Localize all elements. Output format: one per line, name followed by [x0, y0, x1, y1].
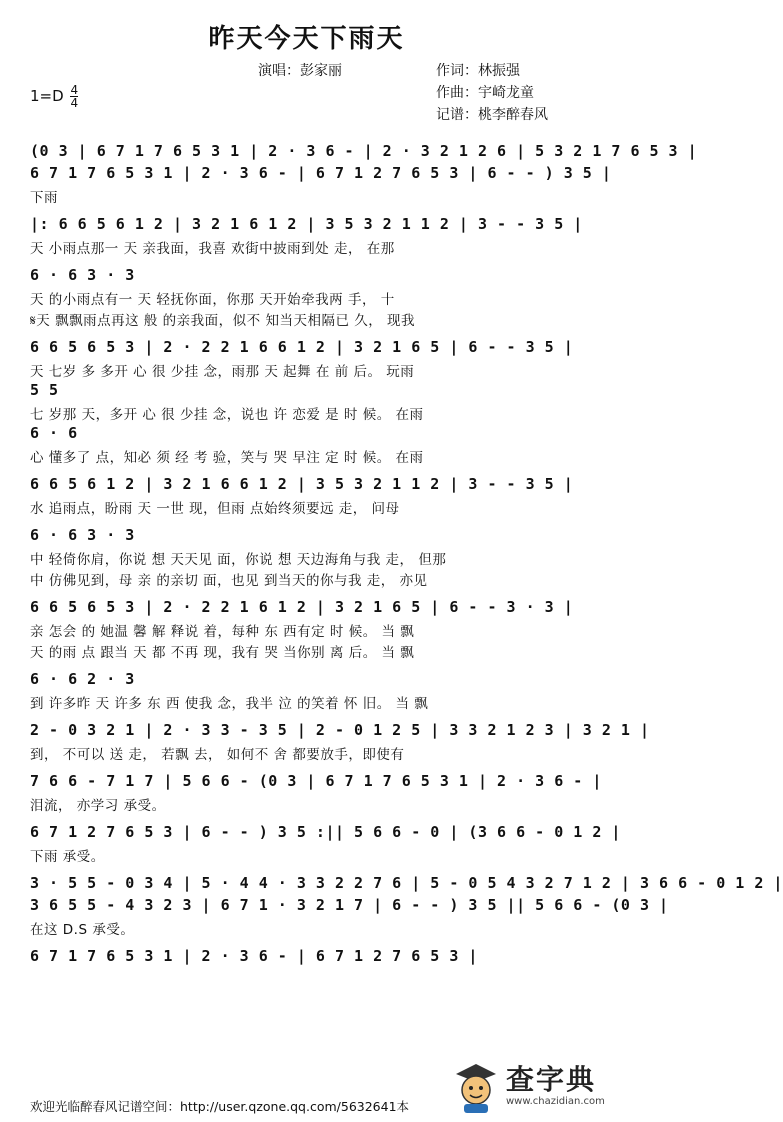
lyric-line: 天 的雨 点 跟当 天 都 不再 现，我有 哭 当你别 离 后。 当 飘	[30, 645, 415, 661]
notation-line: 3 6 5 5 - 4 3 2 3 | 6 7 1 · 3 2 1 7 | 6 - - ) 3 5 || 5 6 6 - (0 3 |	[30, 896, 669, 914]
composer: 作曲：宇崎龙童	[436, 85, 534, 101]
key-signature	[30, 84, 78, 109]
lyric-line: 中 轻倚你肩，你说 想 天天见 面，你说 想 天边海角与我 走， 但那	[30, 552, 447, 568]
mascot-icon	[452, 1060, 500, 1114]
lyric-line: 亲 怎会 的 她温 馨 解 释说 着，每种 东 西有定 时 候。 当 飘	[30, 624, 415, 640]
notation-line: 3 · 5 5 - 0 3 4 | 5 · 4 4 · 3 3 2 2 7 6 | 5 - 0 5 4 3 2 7 1 2 | 3 6 6 - 0 1 2 |	[30, 874, 783, 892]
footer-credit: 欢迎光临醉春风记谱空间：http://user.qzone.qq.com/5632641本	[30, 1099, 410, 1114]
lyric-line: 中 仿佛见到，母 亲 的亲切 面，也见 到当天的你与我 走， 亦见	[30, 573, 428, 589]
lyric-line: 七 岁那 天，多开 心 很 少挂 念，说也 许 恋爱 是 时 候。 在雨	[30, 407, 424, 423]
lyric-line: 泪流， 亦学习 承受。	[30, 798, 166, 814]
notation-line: 5 5	[30, 381, 59, 399]
notation-line: 6 6 5 6 5 3 | 2 · 2 2 1 6 1 2 | 3 2 1 6 5 | 6 - - 3 · 3 |	[30, 598, 574, 616]
time-top: 4	[70, 83, 79, 97]
lyric-line: 下雨	[30, 190, 58, 206]
lyric-line: 到 许多昨 天 许多 东 西 使我 念，我半 泣 的笑着 怀 旧。 当 飘	[30, 696, 429, 712]
lyricist: 作词：林振强	[436, 63, 520, 79]
notation-line: 6 6 5 6 5 3 | 2 · 2 2 1 6 6 1 2 | 3 2 1 6 5 | 6 - - 3 5 |	[30, 338, 574, 356]
lyric-line: 天 小雨点那一 天 亲我面，我喜 欢街中披雨到处 走， 在那	[30, 241, 395, 257]
lyric-line: 天 七岁 多 多开 心 很 少挂 念，雨那 天 起舞 在 前 后。 玩雨	[30, 364, 415, 380]
notation-line: 6 · 6 3 · 3	[30, 266, 135, 284]
notation-line: 6 7 1 7 6 5 3 1 | 2 · 3 6 - | 6 7 1 2 7 6 5 3 | 6 - - ) 3 5 |	[30, 164, 612, 182]
key-label: 1=D	[30, 87, 64, 105]
lyric-line: 在这 D.S 承受。	[30, 922, 135, 938]
transcriber: 记谱：桃李醉春风	[436, 107, 548, 123]
notation-line: 6 7 1 7 6 5 3 1 | 2 · 3 6 - | 6 7 1 2 7 6 5 3 |	[30, 947, 478, 965]
lyric-line: 下雨 承受。	[30, 849, 105, 865]
logo-name: 查字典	[506, 1063, 597, 1096]
lyric-line: 到， 不可以 送 走， 若飘 去， 如何不 舍 都要放手，即使有	[30, 747, 405, 763]
notation-line: 6 · 6 2 · 3	[30, 670, 135, 688]
notation-line: |: 6 6 5 6 1 2 | 3 2 1 6 1 2 | 3 5 3 2 1 1 2 | 3 - - 3 5 |	[30, 215, 583, 233]
site-logo[interactable]	[448, 1056, 603, 1118]
logo-url: www.chazidian.com	[506, 1096, 605, 1107]
notation-line: 6 · 6 3 · 3	[30, 526, 135, 544]
notation-line: (0 3 | 6 7 1 7 6 5 3 1 | 2 · 3 6 - | 2 · 3 2 1 2 6 | 5 3 2 1 7 6 5 3 |	[30, 142, 698, 160]
notation-line: 7 6 6 - 7 1 7 | 5 6 6 - (0 3 | 6 7 1 7 6 5 3 1 | 2 · 3 6 - |	[30, 772, 602, 790]
singer: 演唱：彭家丽	[258, 63, 342, 79]
time-signature	[70, 84, 78, 109]
lyric-line: 天 的小雨点有一 天 轻抚你面，你那 天开始牵我两 手， 十	[30, 292, 395, 308]
time-bottom: 4	[70, 96, 79, 110]
song-title: 昨天今天下雨天	[208, 24, 405, 54]
lyric-line: 𝄋天 飘飘雨点再这 般 的亲我面，似不 知当天相隔已 久， 现我	[30, 313, 416, 329]
lyric-line: 心 懂多了 点，知必 须 经 考 验，笑与 哭 早注 定 时 候。 在雨	[30, 450, 424, 466]
notation-line: 6 7 1 2 7 6 5 3 | 6 - - ) 3 5 :|| 5 6 6 - 0 | (3 6 6 - 0 1 2 |	[30, 823, 621, 841]
notation-line: 2 - 0 3 2 1 | 2 · 3 3 - 3 5 | 2 - 0 1 2 5 | 3 3 2 1 2 3 | 3 2 1 |	[30, 721, 650, 739]
lyric-line: 水 追雨点，盼雨 天 一世 现，但雨 点始终须要远 走， 问母	[30, 501, 400, 517]
notation-line: 6 6 5 6 1 2 | 3 2 1 6 6 1 2 | 3 5 3 2 1 1 2 | 3 - - 3 5 |	[30, 475, 574, 493]
notation-line: 6 · 6	[30, 424, 78, 442]
